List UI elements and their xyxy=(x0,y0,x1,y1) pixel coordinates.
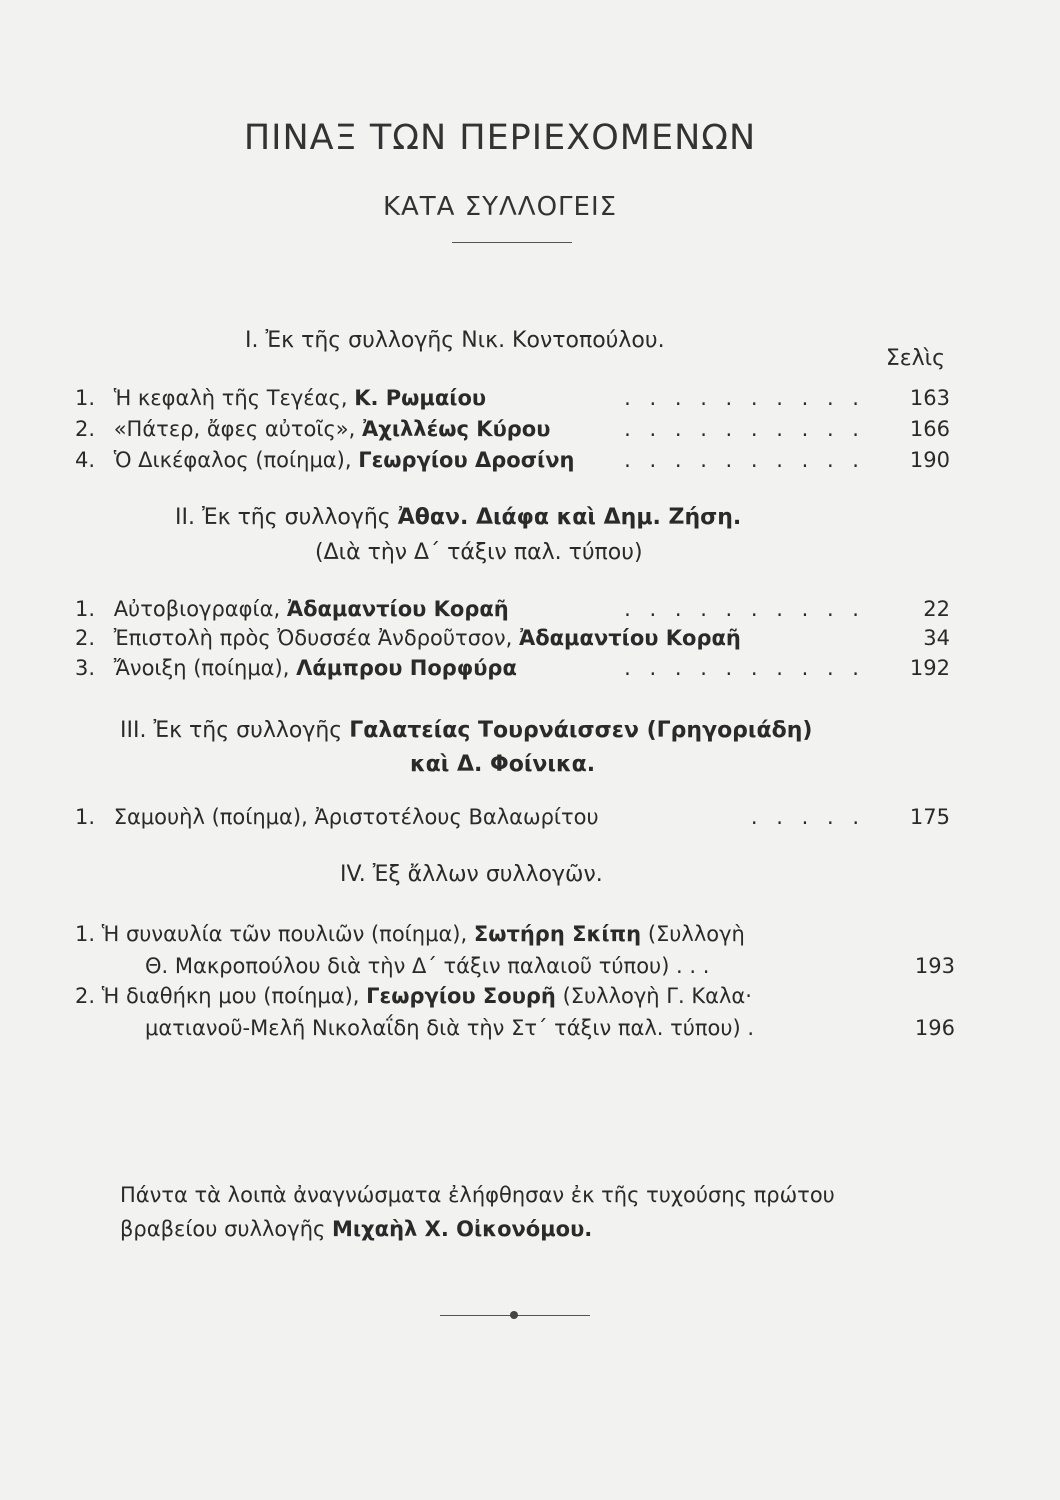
entry-author: Γεωργίου Δροσίνη xyxy=(358,448,575,472)
closing-note xyxy=(120,1178,900,1246)
closing-note-bold: Μιχαὴλ Χ. Οἰκονόμου. xyxy=(332,1217,593,1241)
toc-entry xyxy=(75,984,955,1048)
entry-note: (Συλλογὴ xyxy=(647,922,745,946)
entry-number: 1. xyxy=(75,386,96,410)
toc-entry xyxy=(75,805,950,829)
entry-number: 3. xyxy=(75,656,96,680)
entry-author: Σωτήρη Σκίπη xyxy=(473,922,642,946)
leader-dots: . . . . . . . . . . xyxy=(624,386,865,410)
entry-title: «Πάτερ, ἄφες αὐτοῖς», xyxy=(113,417,356,441)
section-1-heading: I. Ἐκ τῆς συλλογῆς Νικ. Κοντοπούλου. xyxy=(245,328,665,353)
entry-page: 192 xyxy=(909,656,950,680)
toc-entry xyxy=(75,448,950,472)
page-title: ΠΙΝΑΞ ΤΩΝ ΠΕΡΙΕΧΟΜΕΝΩΝ xyxy=(243,118,757,158)
entry-number: 2. xyxy=(75,626,96,650)
toc-entry xyxy=(75,922,955,986)
section-3-heading xyxy=(120,718,812,743)
entry-author: Κ. Ρωμαίου xyxy=(354,386,487,410)
entry-note-cont: ματιανοῦ-Μελῆ Νικολαΐδη διὰ τὴν Στ΄ τάξιν παλ. τύπου) . xyxy=(145,1016,755,1040)
toc-entry xyxy=(75,626,950,650)
title-divider xyxy=(452,242,572,243)
entry-author: Ἀριστοτέλους Βαλαωρίτου xyxy=(314,805,599,829)
entry-page: 163 xyxy=(909,386,950,410)
entry-page: 166 xyxy=(909,417,950,441)
entry-number: 2. xyxy=(75,984,96,1008)
end-ornament-dot xyxy=(510,1311,518,1319)
section-2-subheading: (Διὰ τὴν Δ΄ τάξιν παλ. τύπου) xyxy=(315,540,643,565)
entry-author: Λάμπρου Πορφύρα xyxy=(296,656,517,680)
toc-entry xyxy=(75,386,950,410)
closing-note-text: Πάντα τὰ λοιπὰ ἀναγνώσματα ἐλήφθησαν ἐκ τῆς τυχούσης πρώτου βραβείου συλλογῆς xyxy=(120,1183,835,1241)
section-heading-plain: III. Ἐκ τῆς συλλογῆς xyxy=(120,718,343,743)
section-4-heading: IV. Ἐξ ἄλλων συλλογῶν. xyxy=(340,862,603,887)
leader-dots: . . . . . . . . . . xyxy=(624,417,865,441)
entry-title: Ἄνοιξη (ποίημα), xyxy=(113,656,290,680)
leader-dots: . . . . . . . . . . xyxy=(624,656,865,680)
leader-dots: . . . . . . . . . . xyxy=(624,597,865,621)
entry-title: Σαμουὴλ (ποίημα), xyxy=(113,805,308,829)
toc-entry xyxy=(75,417,950,441)
section-2-heading xyxy=(175,505,741,530)
toc-entry xyxy=(75,656,950,680)
entry-page: 190 xyxy=(909,448,950,472)
leader-dots: . . . . . . . . . . xyxy=(624,448,865,472)
entry-page: 22 xyxy=(923,597,950,621)
entry-page: 175 xyxy=(909,805,950,829)
page-subtitle: ΚΑΤΑ ΣΥΛΛΟΓΕΙΣ xyxy=(382,192,618,222)
entry-number: 2. xyxy=(75,417,96,441)
entry-author: Ἀδαμαντίου Κοραῆ xyxy=(518,626,741,650)
section-3-heading-cont: καὶ Δ. Φοίνικα. xyxy=(410,752,596,777)
section-heading-bold: Γαλατείας Τουρνάισσεν (Γρηγοριάδη) xyxy=(349,718,813,743)
entry-author: Ἀδαμαντίου Κοραῆ xyxy=(286,597,509,621)
section-heading-bold: Ἀθαν. Διάφα καὶ Δημ. Ζήση. xyxy=(397,505,742,530)
entry-number: 1. xyxy=(75,922,96,946)
entry-title: Ὁ Δικέφαλος (ποίημα), xyxy=(113,448,352,472)
entry-title: Ἐπιστολὴ πρὸς Ὀδυσσέα Ἀνδροῦτσον, xyxy=(113,626,513,650)
entry-number: 1. xyxy=(75,597,96,621)
entry-author: Ἀχιλλέως Κύρου xyxy=(362,417,551,441)
entry-note-cont: Θ. Μακροπούλου διὰ τὴν Δ΄ τάξιν παλαιοῦ τύπου) . . . xyxy=(145,954,710,978)
entry-page: 196 xyxy=(914,1016,955,1040)
entry-page: 34 xyxy=(923,626,950,650)
entry-number: 1. xyxy=(75,805,96,829)
section-heading-plain: II. Ἐκ τῆς συλλογῆς xyxy=(175,505,391,530)
leader-dots: . . . . . xyxy=(750,805,865,829)
toc-entry xyxy=(75,597,950,621)
entry-author: Γεωργίου Σουρῆ xyxy=(366,984,556,1008)
entry-title: Αὐτοβιογραφία, xyxy=(113,597,281,621)
entry-note: (Συλλογὴ Γ. Καλα· xyxy=(562,984,752,1008)
page-column-label: Σελὶς xyxy=(885,346,945,371)
entry-number: 4. xyxy=(75,448,96,472)
entry-title: Ἡ κεφαλὴ τῆς Τεγέας, xyxy=(113,386,348,410)
entry-page: 193 xyxy=(914,954,955,978)
entry-title: Ἡ συναυλία τῶν πουλιῶν (ποίημα), xyxy=(101,922,468,946)
entry-title: Ἡ διαθήκη μου (ποίημα), xyxy=(101,984,360,1008)
